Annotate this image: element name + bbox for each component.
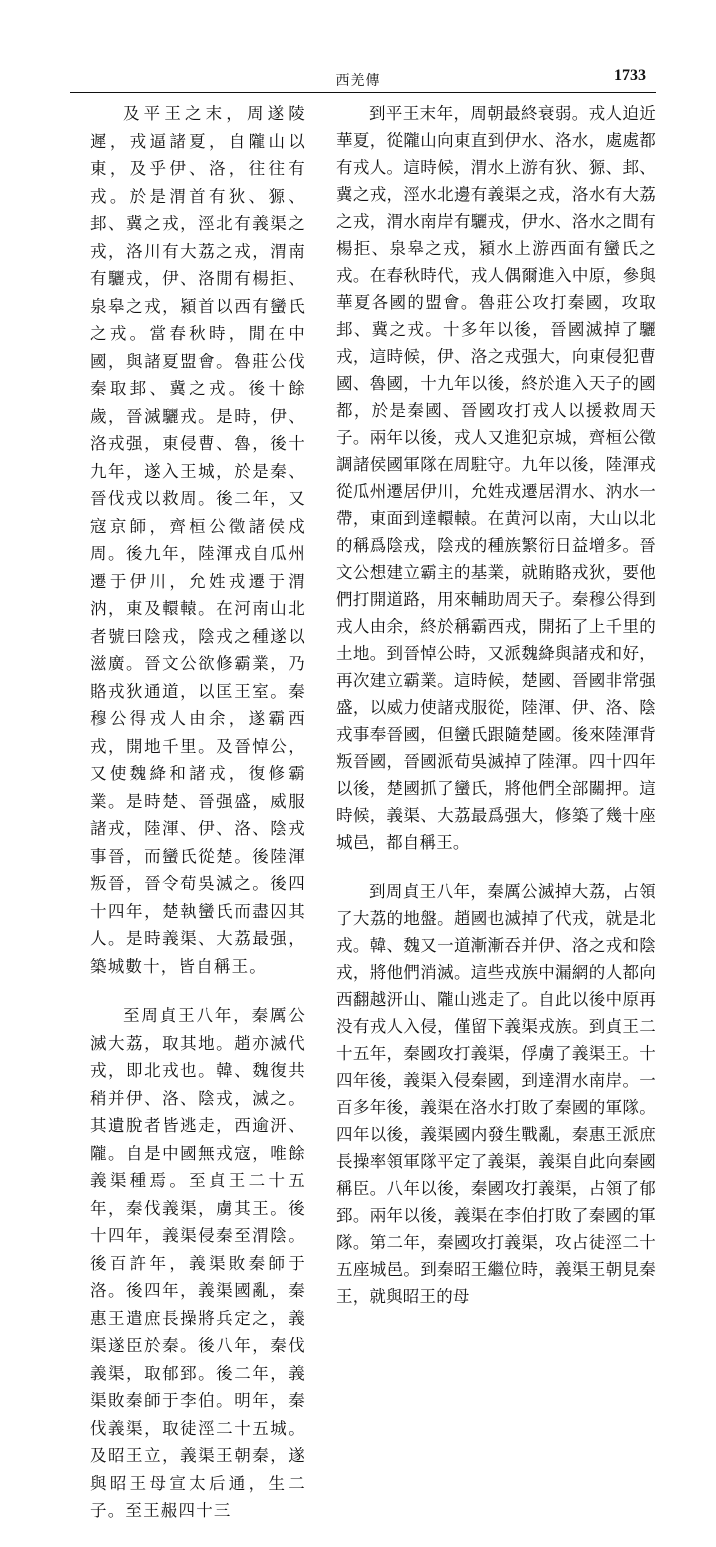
classical-paragraph: 至周貞王八年，秦厲公滅大荔，取其地。趙亦滅代戎，即北戎也。韓、魏復共稍并伊、洛、陰戎，滅之。其遺脫者皆逃走，西逾汧、隴。自是中國無戎寇，唯餘義渠種焉。至貞王二十五年，秦伐義渠，虜其王。後十四年，義渠侵秦至渭陰。後百許年，義渠敗秦師于洛。後四年，義渠國亂，秦惠王遣庶長操將兵定之，義渠遂臣於秦。後八年，秦伐義渠，取郁郅。後二年，義渠敗秦師于李伯。明年，秦伐義渠，取徒涇二十五城。及昭王立，義渠王朝秦，遂與昭王母宣太后通，生二子。至王赧四十三: [90, 1006, 306, 1520]
page-number: 1733: [614, 67, 646, 84]
classical-text-column: [90, 100, 306, 1547]
translation-paragraph: 到周貞王八年，秦厲公滅掉大荔，占領了大荔的地盤。趙國也滅掉了代戎，就是北戎。韓、魏又一道漸漸吞并伊、洛之戎和陰戎，將他們消滅。這些戎族中漏網的人都向西翻越汧山、隴山逃走了。自此以後中原再没有戎人入侵，僅留下義渠戎族。到貞王二十五年，秦國攻打義渠，俘虜了義渠王。十四年後，義渠入侵秦國，到達渭水南岸。一百多年後，義渠在洛水打敗了秦國的軍隊。四年以後，義渠國内發生戰亂，秦惠王派庶長操率領軍隊平定了義渠，義渠自此向秦國稱臣。八年以後，秦國攻打義渠，占領了郁郅。兩年以後，義渠在李伯打敗了秦國的軍隊。第二年，秦國攻打義渠，攻占徒涇二十五座城邑。到秦昭王繼位時，義渠王朝見秦王，就與昭王的母: [336, 882, 656, 1306]
translation-column: [336, 100, 656, 1332]
header-rule: [70, 92, 656, 93]
running-head-title: 西羌傳: [335, 73, 381, 89]
translation-paragraph: 到平王末年，周朝最終衰弱。戎人迫近華夏，從隴山向東直到伊水、洛水，處處都有戎人。這時候，渭水上游有狄、獂、邽、冀之戎，涇水北邊有義渠之戎，洛水有大荔之戎，渭水南岸有驪戎，伊水、洛水之間有楊拒、泉皋之戎，潁水上游西面有蠻氏之戎。在春秋時代，戎人偶爾進入中原，參與華夏各國的盟會。魯莊公攻打秦國，攻取邽、冀之戎。十多年以後，晉國滅掉了驪戎，這時候，伊、洛之戎强大，向東侵犯曹國、魯國，十九年以後，終於進入天子的國都，於是秦國、晉國攻打戎人以援救周天子。兩年以後，戎人又進犯京城，齊桓公徵調諸侯國軍隊在周駐守。九年以後，陸渾戎從瓜州遷居伊川，允姓戎遷居渭水、汭水一帶，東面到達轘轅。在黄河以南，大山以北的稱爲陰戎，陰戎的種族繁衍日益增多。晉文公想建立霸主的基業，就賄賂戎狄，要他們打開道路，用來輔助周天子。秦穆公得到戎人由余，終於稱霸西戎，開拓了上千里的土地。到晉悼公時，又派魏絳與諸戎和好，再次建立霸業。這時候，楚國、晉國非常强盛，以威力使諸戎服從，陸渾、伊、洛、陰戎事奉晉國，但蠻氏跟隨楚國。後來陸渾背叛晉國，晉國派荀吳滅掉了陸渾。四十四年以後，楚國抓了蠻氏，將他們全部關押。這時候，義渠、大荔最爲强大，修築了幾十座城邑，都自稱王。: [336, 104, 656, 852]
classical-paragraph: 及平王之末，周遂陵遲，戎逼諸夏，自隴山以東，及乎伊、洛，往往有戎。於是渭首有狄、獂、邽、冀之戎，涇北有義渠之戎，洛川有大荔之戎，渭南有驪戎，伊、洛閒有楊拒、泉皋之戎，潁首以西有蠻氏之戎。當春秋時，閒在中國，與諸夏盟會。魯莊公伐秦取邽、冀之戎。後十餘歲，晉滅驪戎。是時，伊、洛戎强，東侵曹、魯，後十九年，遂入王城，於是秦、晉伐戎以救周。後二年，又寇京師，齊桓公徵諸侯戍周。後九年，陸渾戎自瓜州遷于伊川，允姓戎遷于渭汭，東及轘轅。在河南山北者號曰陰戎，陰戎之種遂以滋廣。晉文公欲修霸業，乃賂戎狄通道，以匡王室。秦穆公得戎人由余，遂霸西戎，開地千里。及晉悼公，又使魏絳和諸戎，復修霸業。是時楚、晉强盛，威服諸戎，陸渾、伊、洛、陰戎事晉，而蠻氏從楚。後陸渾叛晉，晉令荀吳滅之。後四十四年，楚執蠻氏而盡囚其人。是時義渠、大荔最强，築城數十，皆自稱王。: [90, 104, 306, 976]
